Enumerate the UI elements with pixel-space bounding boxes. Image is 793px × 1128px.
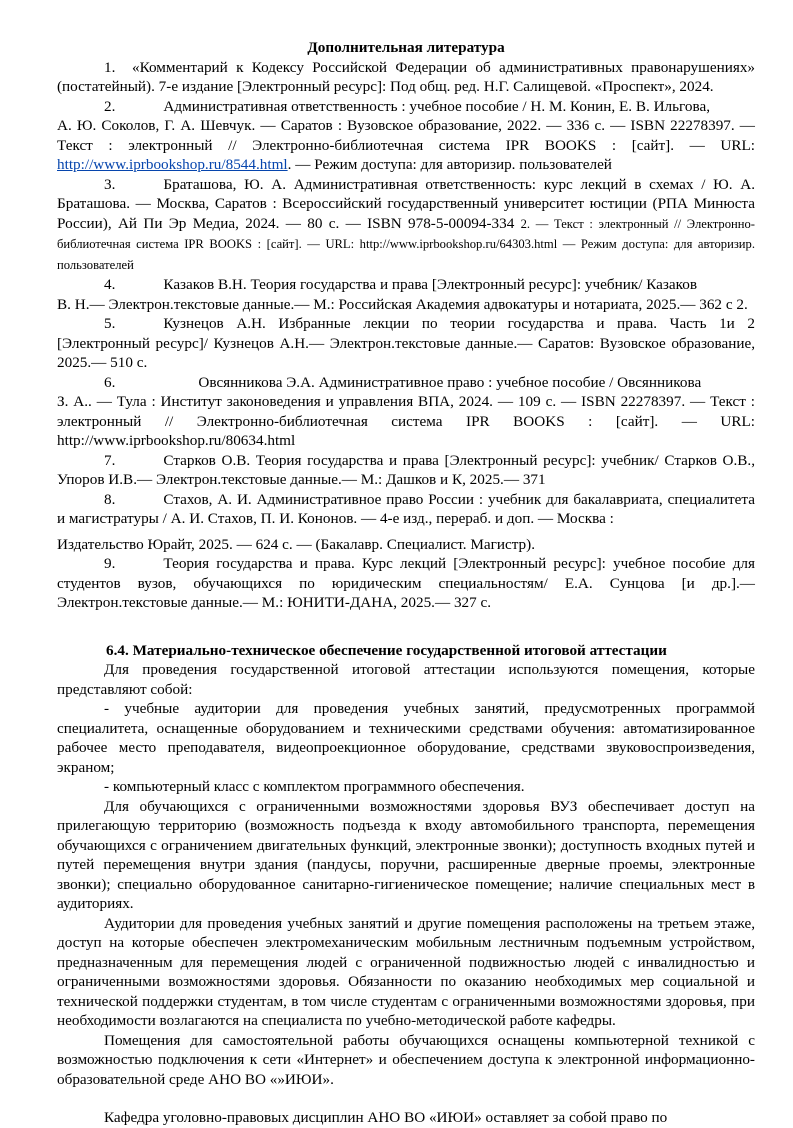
reference-number: 5. <box>104 315 116 332</box>
reference-number: 7. <box>104 451 116 469</box>
reference-item-7 <box>57 451 755 490</box>
section-list-item: - компьютерный класс с комплектом программного обеспечения. <box>104 778 525 795</box>
reference-small-text: 2. — Текст : электронный // Электронно-библиотечная система IPR BOOKS : [сайт]. — URL: http://www.iprbookshop.ru/64303.html — Режим доступа: для авторизир. пользователей <box>57 216 755 272</box>
reference-number: 4. <box>104 276 116 293</box>
reference-text: А. Ю. Соколов, Г. А. Шевчук. — Саратов : Вузовское образование, 2022. — 336 с. — ISBN 22278397. — Текст : электронный // Электронно-библиотечная система IPR BOOKS : [сайт]. — URL: <box>57 117 755 154</box>
reference-item-8-continued <box>57 535 755 555</box>
section-paragraph: Помещения для самостоятельной работы обучающихся оснащены компьютерной техникой с возможностью подключения к сети «Интернет» и обеспечением доступа к электронной информационно-образовательной среде АНО ВО «»ИЮИ». <box>57 1031 755 1088</box>
section-list-item: - учебные аудитории для проведения учебных занятий, предусмотренных программой специалитета, оснащенные оборудованием и техническими средствами обучения: автоматизированное рабочее место преподавателя, видеопроекционное оборудование, средствами звуковоспроизведения, экраном; <box>57 700 755 776</box>
reference-item-3 <box>57 175 755 276</box>
reference-text-first-line: Овсянникова Э.А. Административное право : учебное пособие / Овсянникова <box>198 373 702 391</box>
reference-text-first-line: Административная ответственность : учебное пособие / Н. М. Конин, Е. В. Ильгова, <box>163 97 711 115</box>
reference-item-9 <box>57 554 755 613</box>
reference-text: З. А.. — Тула : Институт законоведения и управления ВПА, 2024. — 109 с. — ISBN 22278397. — Текст : электронный // Электронно-библиотечная система IPR BOOKS : [сайт]. — URL: http://www.iprbookshop.ru/80634.html <box>57 393 755 449</box>
reference-text: Старков О.В. Теория государства и права [Электронный ресурс]: учебник/ Старков О.В., Упоров И.В.— Электрон.текстовые данные.— М.: Дашков и К, 2025.— 371 <box>57 451 755 488</box>
reference-text: Браташова, Ю. А. Административная ответственность: курс лекций в схемах / Ю. А. Браташова. — Москва, Саратов : Всероссийский государственный университет юстиции (РПА Минюста России), Ай Пи Эр Медиа, 2024. — 80 с. — ISBN 978-5-00094-334 <box>57 175 755 232</box>
reference-number: 9. <box>104 555 116 572</box>
reference-tail: . — Режим доступа: для авторизир. пользователей <box>287 156 612 173</box>
reference-text-last-line: Издательство Юрайт, 2025. — 624 с. — (Бакалавр. Специалист. Магистр). <box>57 535 535 553</box>
reference-item-8 <box>57 490 755 529</box>
reference-link[interactable]: http://www.iprbookshop.ru/8544.html <box>57 156 288 173</box>
section-paragraph: Для проведения государственной итоговой аттестации используются помещения, которые представляют собой: <box>57 661 755 698</box>
section-heading-6-4: 6.4. Материально-техническое обеспечение государственной итоговой аттестации <box>106 641 667 659</box>
reference-text: Кузнецов А.Н. Избранные лекции по теории государства и права. Часть 1и 2 [Электронный ресурс]/ Кузнецов А.Н.— Электрон.текстовые данные.— Саратов: Вузовское образование, 2025.— 510 с. <box>57 315 755 371</box>
reference-text: Теория государства и права. Курс лекций [Электронный ресурс]: учебное пособие для студентов вузов, обучающихся по юридическим специальностям/ Е.А. Сунцова [и др.].— Электрон.текстовые данные.— М.: ЮНИТИ-ДАНА, 2025.— 327 с. <box>57 555 755 611</box>
reference-item-4 <box>57 275 755 295</box>
reference-item-2-continued <box>57 116 755 175</box>
reference-number: 6. <box>104 373 116 391</box>
section-paragraph: Кафедра уголовно-правовых дисциплин АНО ВО «ИЮИ» оставляет за собой право по <box>104 1109 668 1126</box>
reference-text: «Комментарий к Кодексу Российской Федерации об административных правонарушениях» (постатейный). 7-е издание [Электронный ресурс]: Под общ. ред. Н.Г. Салищевой. «Проспект», 2024. <box>57 58 756 95</box>
reference-item-2 <box>57 97 755 117</box>
document-page <box>57 38 755 1128</box>
section-paragraph: Для обучающихся с ограниченными возможностями здоровья ВУЗ обеспечивает доступ на прилегающую территорию (возможность подъезда к входу автомобильного транспорта, перемещения обучающихся с ограничением двигательных функций, электронные звонки); доступность входных путей и путей перемещения внутри здания (пандусы, поручни, расширенные дверные проемы, электронные звонки); специально оборудованное санитарно-гигиеническое помещение; наличие специальных мест в аудиториях. <box>57 797 755 912</box>
reference-item-4-continued <box>57 295 755 315</box>
reference-item-6-continued <box>57 392 755 451</box>
reference-number: 1. <box>104 58 116 76</box>
reference-text-first-line: Казаков В.Н. Теория государства и права [Электронный ресурс]: учебник/ Казаков <box>163 276 698 293</box>
reference-number: 2. <box>104 97 116 115</box>
reference-number: 8. <box>104 490 116 508</box>
reference-text: В. Н.— Электрон.текстовые данные.— М.: Российская Академия адвокатуры и нотариата, 2025.— 362 с 2. <box>57 295 748 313</box>
reference-number: 3. <box>104 175 116 193</box>
paragraph-gap <box>57 1089 755 1108</box>
reference-item-1 <box>57 58 755 97</box>
heading-additional-literature: Дополнительная литература <box>307 39 505 56</box>
section-paragraph: Аудитории для проведения учебных занятий и другие помещения расположены на третьем этаже, доступ на которые обеспечен электромеханическим мобильным лестничным подъемным устройством, предназначенным для перемещения людей с ограниченной подвижностью людей с инвалидностью и ограниченными возможностями здоровья. Обязанности по оказанию необходимых мер социальной и технической поддержки студентам, в том числе студентам с ограниченными возможностями здоровья, при необходимости возлагаются на специалиста по учебно-методической работе кафедры. <box>57 914 755 1029</box>
reference-item-5 <box>57 314 755 373</box>
reference-text: Стахов, А. И. Административное право России : учебник для бакалавриата, специалитета и магистратуры / А. И. Стахов, П. И. Кононов. — 4-е изд., перераб. и доп. — Москва : <box>57 490 755 527</box>
reference-item-6 <box>57 373 755 393</box>
